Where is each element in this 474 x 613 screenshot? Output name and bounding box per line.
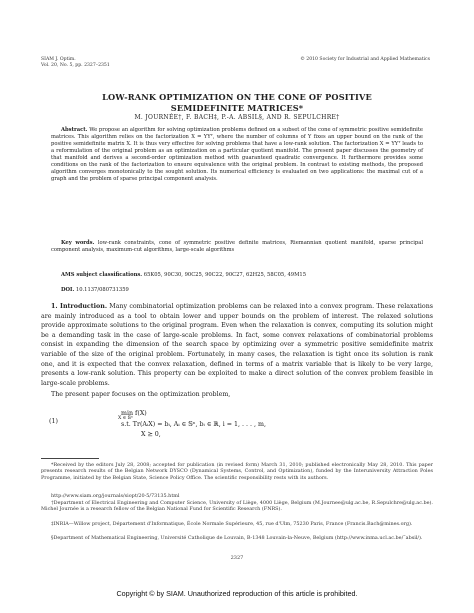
ams-classification (51, 272, 423, 279)
title-line-2: SEMIDEFINITE MATRICES* (170, 102, 304, 113)
ams-text: 65K05, 90C30, 90C25, 90C22, 90C27, 62H25, 58C05, 49M15 (143, 272, 307, 278)
equation-line-2: s.t. Tr(AᵢX) = bᵢ, Aᵢ ∈ 𝕊ⁿ, bᵢ ∈ ℝ, i = 1, . . . , m, (121, 421, 267, 428)
copyright-footer: Copyright © by SIAM. Unauthorized reproduction of this article is prohibited. (116, 589, 358, 598)
footnote-author-3-text: §Department of Mathematical Engineering, Université Catholique de Louvain, B-1348 Louvain-la-Neuve, Belgium (http://www.inma.ucl.ac.be/˜absil/). (51, 535, 423, 541)
keywords-text: low-rank constraints, cone of symmetric positive definite matrices, Riemannian quotient manifold, sparse principal component analysis, maximum-cut algorithms, large-scale algorithms (51, 240, 423, 254)
footnote-url-text[interactable]: http://www.siam.org/journals/siopt/20-5/73135.html (51, 493, 180, 499)
copyright-header: © 2010 Society for Industrial and Applied Mathematics (300, 57, 430, 62)
footnote-rule (41, 458, 99, 459)
equation-1 (41, 410, 433, 440)
doi (51, 287, 423, 294)
paper-title (41, 92, 433, 113)
journal-header (41, 57, 110, 69)
abstract-label: Abstract. (61, 127, 88, 133)
equation-line-1: min f(X) (121, 410, 147, 417)
footnote-received (41, 462, 433, 481)
intro-paragraph-1 (41, 302, 433, 388)
section-heading: 1. Introduction. (51, 303, 108, 310)
footnote-author-2 (41, 521, 433, 527)
footnote-author-1 (41, 500, 433, 513)
abstract (51, 127, 423, 183)
equation-subscript: X ∈ 𝕊ⁿ (118, 416, 133, 421)
equation-number: (1) (49, 418, 58, 425)
title-line-1: LOW-RANK OPTIMIZATION ON THE CONE OF POSITIVE (102, 92, 372, 102)
intro-text: Many combinatorial optimization problems can be relaxed into a convex program. These relaxations are mainly introduced as a tool to obtain lower and upper bounds on the problem of interest. The relaxed solutions provide approximate solutions to the original program. Even when the relaxation is convex, computing its solution might be a demanding task in the case of large-scale problems. In fact, some convex relaxations of combinatorial problems consist in expanding the dimension of the search space by optimizing over a symmetric positive semidefinite matrix variable of the size of the original problem. Fortunately, in many cases, the relaxation is tight once its solution is rank one, and it is expected that the convex relaxation, defined in terms of a matrix variable that is likely to be very large, presents a low-rank solution. This property can be exploited to make a direct solution of the convex problem feasible in large-scale problems. (41, 303, 433, 387)
equation-line-3: X ⪰ 0, (141, 431, 161, 438)
abstract-text: We propose an algorithm for solving optimization problems defined on a subset of the cone of symmetric positive semidefinite matrices. This algorithm relies on the factorization X = YYᵀ, where the number of columns of Y fixes an upper bound on the rank of the positive semidefinite matrix X. It is thus very effective for solving problems that have a low-rank solution. The factorization X = YYᵀ leads to a reformulation of the original problem as an optimization on a particular quotient manifold. The present paper discusses the geometry of that manifold and derives a second-order optimization method with guaranteed quadratic convergence. It furthermore provides some conditions on the rank of the factorization to ensure equivalence with the original problem. In contrast to existing methods, the proposed algorithm converges monotonically to the sought solution. Its numerical efficiency is evaluated on two applications: the maximal cut of a graph and the problem of sparse principal component analysis. (51, 127, 424, 183)
ams-label: AMS subject classifications. (61, 272, 143, 278)
journal-volume: Vol. 20, No. 5, pp. 2327–2351 (41, 63, 110, 68)
page-number: 2327 (230, 555, 244, 561)
journal-name: SIAM J. Optim. (41, 57, 76, 62)
footnote-author-1-text: †Department of Electrical Engineering and Computer Science, University of Liège, 4000 Liège, Belgium (M.Journee@ulg.ac.be, R.Sepulchre@ulg.ac.be). Michel Journée is a research fellow of the Belgian National Fund for Scientific Research (FNRS). (41, 500, 433, 513)
doi-label: DOI. (61, 287, 75, 293)
intro-text-2: The present paper focuses on the optimization problem, (51, 391, 231, 398)
intro-paragraph-2 (41, 390, 433, 400)
footnote-author-3 (41, 535, 433, 541)
doi-text: 10.1137/080731359 (75, 287, 129, 293)
footnote-author-2-text: ‡INRIA—Willow project, Département d'Informatique, École Normale Supérieure, 45, rue d'Ulm, 75230 Paris, France (Francis.Bach@mines.org). (51, 521, 413, 527)
author-list: M. JOURNÉE†, F. BACH‡, P.-A. ABSIL§, AND R. SEPULCHRE† (134, 114, 340, 121)
keywords-label: Key words. (61, 240, 95, 246)
footnote-url (41, 493, 433, 499)
footnote-received-text: *Received by the editors July 28, 2008; accepted for publication (in revised form) March 31, 2010; published electronically May 28, 2010. This paper presents research results of the Belgian Network DYSCO (Dynamical Systems, Control, and Optimization), funded by the Interuniversity Attraction Poles Programme, initiated by the Belgian State, Science Policy Office. The scientific responsibility rests with its authors. (41, 462, 433, 481)
keywords (51, 240, 423, 254)
